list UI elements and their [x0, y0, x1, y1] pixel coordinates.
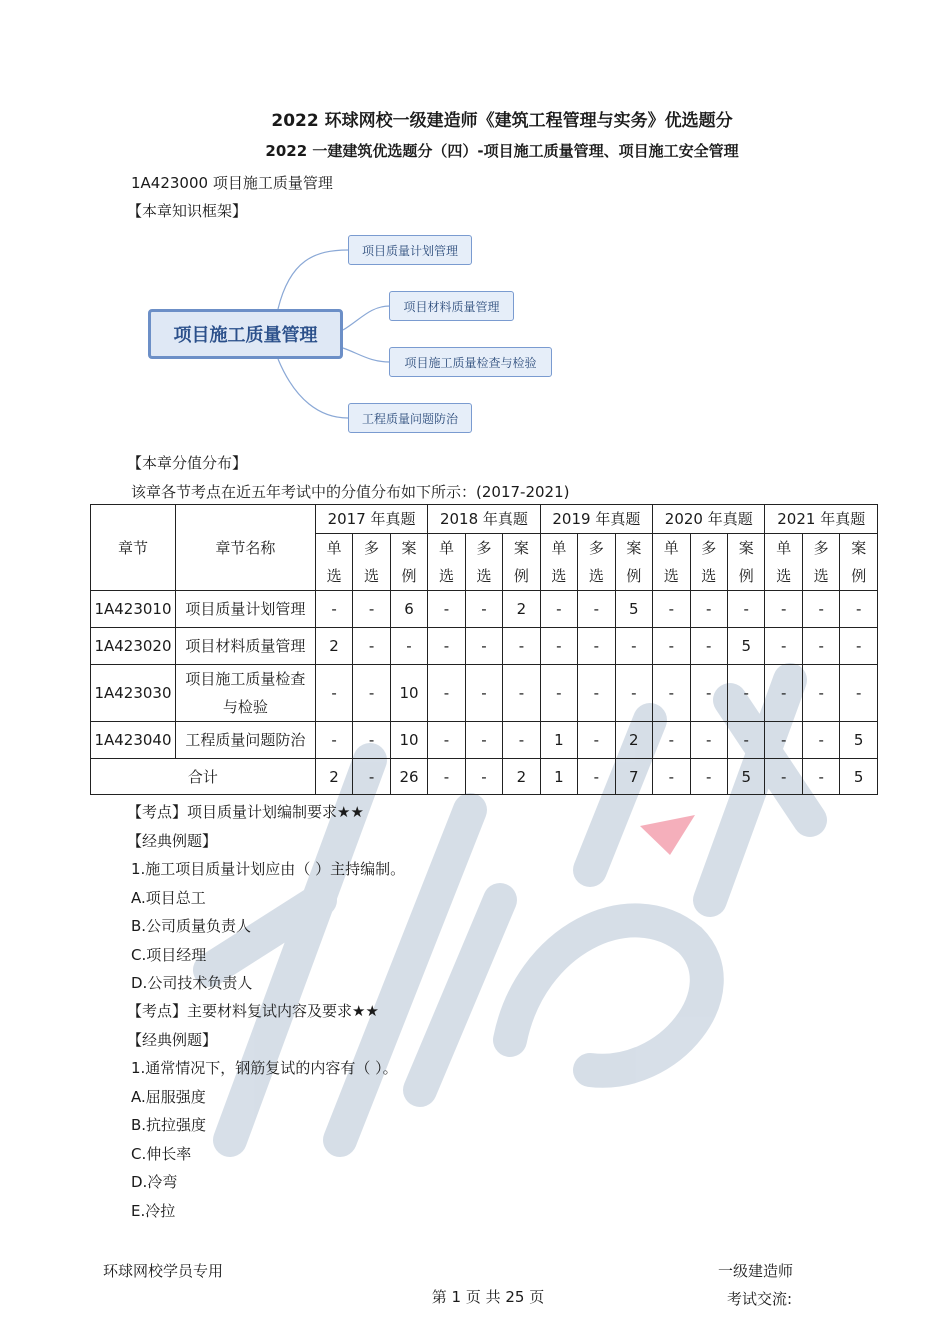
score-cell: -: [315, 722, 352, 759]
example-heading-1: 【经典例题】: [127, 832, 218, 850]
chapter-name: [175, 722, 315, 759]
score-cell: -: [503, 665, 540, 722]
subheader-cell: [353, 534, 390, 591]
example-heading-2: 【经典例题】: [127, 1031, 218, 1049]
option-c: C.伸长率: [131, 1145, 192, 1163]
score-cell: -: [802, 591, 839, 628]
subheader-cell: [315, 534, 352, 591]
chapter-name-line: 工程质量问题防治: [185, 731, 306, 749]
subheader-top: 多: [701, 539, 717, 557]
score-cell: -: [802, 665, 839, 722]
kaodian-2: 【考点】主要材料复试内容及要求★★: [127, 1002, 379, 1020]
chapter-name: [175, 628, 315, 665]
chapter-name: [175, 665, 315, 722]
score-cell: -: [615, 665, 652, 722]
mindmap-node-material-quality: 项目材料质量管理: [389, 291, 514, 321]
subheader-top: 案: [626, 539, 642, 557]
subheader-top: 多: [588, 539, 604, 557]
chapter-code: 1A423030: [91, 665, 176, 722]
score-cell: -: [802, 722, 839, 759]
score-cell: -: [428, 665, 465, 722]
question-2: 1.通常情况下，钢筋复试的内容有（ ）。: [131, 1059, 398, 1077]
score-cell: -: [540, 591, 577, 628]
score-cell: 6: [390, 591, 427, 628]
subheader-bottom: 选: [326, 567, 342, 585]
question-1: 1.施工项目质量计划应由（ ）主持编制。: [131, 860, 406, 878]
mindmap-connectors: [0, 220, 950, 440]
chapter-code: 1A423020: [91, 628, 176, 665]
mindmap-node-problem-prevention: 工程质量问题防治: [348, 403, 472, 433]
score-cell: -: [578, 665, 615, 722]
subheader-cell: [690, 534, 727, 591]
subheader-bottom: 选: [551, 567, 567, 585]
subheader-cell: [428, 534, 465, 591]
score-cell: -: [315, 665, 352, 722]
subheader-bottom: 选: [588, 567, 604, 585]
table-row: [91, 665, 878, 722]
score-cell: -: [653, 591, 690, 628]
score-cell: -: [540, 665, 577, 722]
score-cell: 2: [315, 628, 352, 665]
mindmap-root: 项目施工质量管理: [148, 309, 343, 359]
score-cell: -: [690, 665, 727, 722]
score-cell: -: [690, 628, 727, 665]
distribution-heading: 【本章分值分布】: [127, 454, 248, 472]
subheader-top: 案: [851, 539, 867, 557]
subheader-top: 单: [776, 539, 792, 557]
score-cell: -: [465, 591, 502, 628]
total-label: 合计: [91, 759, 316, 795]
page-number: 第 1 页 共 25 页: [431, 1288, 545, 1306]
total-cell: -: [690, 759, 727, 795]
score-cell: -: [840, 628, 878, 665]
total-cell: -: [465, 759, 502, 795]
chapter-code: 1A423040: [91, 722, 176, 759]
score-cell: 2: [615, 722, 652, 759]
total-cell: -: [765, 759, 802, 795]
score-cell: -: [353, 628, 390, 665]
total-cell: -: [653, 759, 690, 795]
subheader-bottom: 选: [663, 567, 679, 585]
score-cell: -: [353, 665, 390, 722]
score-cell: -: [765, 591, 802, 628]
footer-right-bottom: 考试交流:: [727, 1290, 793, 1308]
subheader-bottom: 选: [813, 567, 829, 585]
total-cell: 2: [315, 759, 352, 795]
subheader-bottom: 例: [401, 567, 417, 585]
subheader-cell: [578, 534, 615, 591]
score-cell: -: [728, 722, 765, 759]
score-cell: -: [765, 665, 802, 722]
subheader-cell: [503, 534, 540, 591]
subheader-bottom: 选: [476, 567, 492, 585]
subheader-bottom: 例: [738, 567, 754, 585]
option-b: B.抗拉强度: [131, 1116, 207, 1134]
subheader-cell: [802, 534, 839, 591]
score-cell: -: [728, 665, 765, 722]
option-a: A.项目总工: [131, 889, 206, 907]
subheader-bottom: 例: [626, 567, 642, 585]
total-cell: 7: [615, 759, 652, 795]
score-cell: -: [578, 591, 615, 628]
footer-left: 环球网校学员专用: [103, 1262, 224, 1280]
option-b: B.公司质量负责人: [131, 917, 252, 935]
subheader-top: 案: [738, 539, 754, 557]
subheader-bottom: 选: [776, 567, 792, 585]
header-year: 2020 年真题: [653, 505, 765, 534]
subheader-top: 案: [401, 539, 417, 557]
score-cell: -: [728, 591, 765, 628]
score-distribution-table: [90, 504, 878, 795]
score-cell: -: [615, 628, 652, 665]
total-cell: -: [802, 759, 839, 795]
subheader-cell: [465, 534, 502, 591]
subheader-bottom: 选: [364, 567, 380, 585]
score-cell: 5: [615, 591, 652, 628]
subheader-bottom: 选: [701, 567, 717, 585]
kaodian-1: 【考点】项目质量计划编制要求★★: [127, 803, 364, 821]
score-cell: -: [765, 722, 802, 759]
score-cell: -: [540, 628, 577, 665]
subheader-top: 多: [364, 539, 380, 557]
document-subtitle: 2022 一建建筑优选题分（四）-项目施工质量管理、项目施工安全管理: [265, 142, 739, 160]
total-cell: 5: [840, 759, 878, 795]
total-cell: 1: [540, 759, 577, 795]
subheader-cell: [728, 534, 765, 591]
subheader-bottom: 例: [851, 567, 867, 585]
score-cell: 1: [540, 722, 577, 759]
chapter-name: [175, 591, 315, 628]
total-cell: -: [353, 759, 390, 795]
total-row: [91, 759, 878, 795]
option-a: A.屈服强度: [131, 1088, 206, 1106]
score-cell: -: [465, 722, 502, 759]
score-cell: -: [465, 665, 502, 722]
score-cell: -: [690, 722, 727, 759]
score-cell: -: [353, 722, 390, 759]
table-header-row: [91, 505, 878, 534]
score-cell: -: [578, 628, 615, 665]
option-e: E.冷拉: [131, 1202, 176, 1220]
subheader-bottom: 选: [438, 567, 454, 585]
score-cell: -: [353, 591, 390, 628]
score-cell: 5: [728, 628, 765, 665]
score-cell: -: [802, 628, 839, 665]
subheader-top: 案: [513, 539, 529, 557]
score-cell: -: [315, 591, 352, 628]
header-year: 2021 年真题: [765, 505, 878, 534]
score-cell: -: [690, 591, 727, 628]
mindmap-node-quality-plan: 项目质量计划管理: [348, 235, 472, 265]
score-cell: -: [428, 722, 465, 759]
total-cell: -: [428, 759, 465, 795]
subheader-cell: [615, 534, 652, 591]
chapter-name-line: 项目施工质量检查: [185, 670, 306, 688]
option-d: D.冷弯: [131, 1173, 178, 1191]
table-row: [91, 628, 878, 665]
total-cell: -: [578, 759, 615, 795]
document-title: 2022 环球网校一级建造师《建筑工程管理与实务》优选题分: [271, 111, 733, 131]
chapter-code: 1A423010: [91, 591, 176, 628]
score-cell: -: [390, 628, 427, 665]
score-cell: -: [578, 722, 615, 759]
score-cell: -: [653, 722, 690, 759]
score-cell: -: [840, 591, 878, 628]
score-cell: -: [653, 628, 690, 665]
section-code: 1A423000 项目施工质量管理: [131, 174, 333, 192]
subheader-top: 单: [326, 539, 342, 557]
score-cell: -: [503, 722, 540, 759]
score-cell: -: [428, 628, 465, 665]
total-cell: 26: [390, 759, 427, 795]
watermark-heart-icon: [640, 815, 695, 855]
score-cell: -: [465, 628, 502, 665]
option-d: D.公司技术负责人: [131, 974, 253, 992]
framework-heading: 【本章知识框架】: [127, 202, 248, 220]
subheader-top: 多: [476, 539, 492, 557]
header-year: 2018 年真题: [428, 505, 540, 534]
header-chapter: 章节: [91, 505, 176, 591]
subheader-cell: [765, 534, 802, 591]
subheader-top: 多: [813, 539, 829, 557]
distribution-intro: 该章各节考点在近五年考试中的分值分布如下所示：(2017-2021): [131, 483, 570, 501]
subheader-bottom: 例: [513, 567, 529, 585]
score-cell: 2: [503, 591, 540, 628]
score-cell: -: [840, 665, 878, 722]
chapter-name-line: 与检验: [222, 698, 268, 716]
chapter-name-line: 项目材料质量管理: [185, 637, 306, 655]
header-chapter-name: 章节名称: [175, 505, 315, 591]
score-cell: 10: [390, 722, 427, 759]
mindmap-node-inspection: 项目施工质量检查与检验: [389, 347, 552, 377]
option-c: C.项目经理: [131, 946, 207, 964]
score-cell: 10: [390, 665, 427, 722]
footer-right-top: 一级建造师: [718, 1262, 794, 1280]
subheader-top: 单: [663, 539, 679, 557]
score-cell: 5: [840, 722, 878, 759]
subheader-cell: [390, 534, 427, 591]
score-cell: -: [503, 628, 540, 665]
total-cell: 2: [503, 759, 540, 795]
total-cell: 5: [728, 759, 765, 795]
table-row: [91, 722, 878, 759]
subheader-top: 单: [551, 539, 567, 557]
header-year: 2019 年真题: [540, 505, 652, 534]
subheader-cell: [540, 534, 577, 591]
table-row: [91, 591, 878, 628]
score-cell: -: [653, 665, 690, 722]
subheader-cell: [840, 534, 878, 591]
subheader-cell: [653, 534, 690, 591]
header-year: 2017 年真题: [315, 505, 427, 534]
score-cell: -: [428, 591, 465, 628]
subheader-top: 单: [438, 539, 454, 557]
chapter-name-line: 项目质量计划管理: [185, 600, 306, 618]
score-cell: -: [765, 628, 802, 665]
